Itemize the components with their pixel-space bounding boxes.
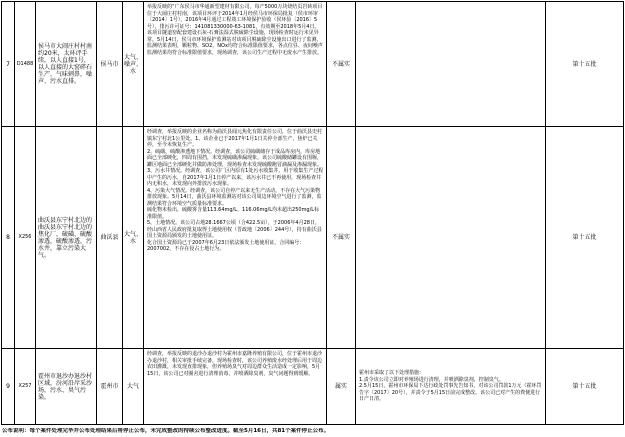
detail-paragraph: 经调查，举报反映的企业名称为曲沃县闻元焦化有限责任公司，位于曲沃县史村镇东宁村北1公里处。1、该企业已于2017年1月1日关停全部生产，焦炉已关停，至今未恢复生产。 [147, 129, 323, 148]
table-row [2, 127, 624, 349]
measure-item: 2.5月15日，霍州市环保局下达行政处罚事先告知书，对该公司罚款1万元（霍环罚告字〔2017〕20号），并责令于5月15日前完成整改。该公司已对产生的粪便进行日产日清。 [359, 383, 542, 403]
detail-paragraph: 5、土地情况。该公司占地28.1667公顷（合422.5亩），于2006年4月28日，经山西省人民政府批复取得土地使用权（晋政地〔2006〕244号），持有曲沃县国土资源局颁发的土地使用证。 [147, 220, 322, 239]
handling-measures [356, 349, 546, 425]
pollution-type: 大气、水 [123, 127, 144, 349]
investigation-details [144, 2, 327, 127]
table-row [2, 2, 624, 127]
measure-item: 1.责令该公司立即对养殖场进行清理，并喷洒除臭剂，控制臭气。 [359, 376, 504, 383]
pollution-type: 大气、噪声、水 [123, 2, 144, 127]
batch-label: 第十五批 [546, 349, 624, 425]
case-code: X256 [15, 127, 36, 349]
verification-status: 不属实 [327, 127, 356, 349]
verification-status: 属实 [327, 349, 356, 425]
complaint-text: 曲沃县东宁村北边的曲沃县东宁村北边的焦化厂，硫磺、硫酸渗透，硫酸渗透，污水井，靠立污染大气。 [36, 127, 97, 349]
detail-paragraph: 化合国土资源局已于2007年6月23日依法颁发土地使用证，合同编号：2007002，不存在侵占土地行为。 [147, 239, 305, 252]
detail-paragraph: 2、硫磺、硫酸渗透地下情况。经调查，该公司硫磺储存于成品库房内，库房地面已全部硬化，四周有围挡，未发现硫磺渗漏现象。该公司硫酸储罐设有围堰，罐区地面已全部硬化并做防渗处理，现场检查未发现硫酸跑冒滴漏及渗漏现象。 [147, 148, 323, 168]
row-number: 9 [2, 349, 15, 425]
detail-paragraph: 举报反映的“广东侯马市华通新型建材有限公司，每产5000万块烧结页岩砖项目位于大闹庄村村南，该项目环评于2014年1月经侯马市环保局批复（侯市环审〔2014〕1号），2016年4月通过工程竣工环境保护验收（侯环验〔2016〕5号），排污许可证号：141081330000-63-1081，有效期至2018年5月4日。该项目隧道窑配套建设石灰-石膏法湿式脱硫除尘设施，现场检查时运行未见异常。5月14日，侯马市环境保护监测站对该项目脱硫除尘设施出口进行了监测，监测结果表明，颗粒物、SO2、NOx均符合标准限值要求，各点位昼、夜间噪声监测结果均符合标准限值要求，现场调查，该公司生产过程中无废水产生排放。 [147, 4, 323, 56]
handling-measures [356, 2, 546, 127]
detail-paragraph: 4、污染大气情况。经调查，该公司自停产以来无生产活动，不存在大气污染物排放现象。5月14日，曲沃县环境监测站对该公司周边环境空气进行了监测，监测结果符合环境空气质量标准要求。 [147, 187, 322, 207]
case-code: X257 [15, 349, 36, 425]
case-code: D1488 [15, 2, 36, 127]
case-table [1, 1, 624, 425]
detail-paragraph: 经调查，举报反映的退沙办退沙村为霍州市嘉隆养殖有限公司，位于霍州市退沙办退沙村，相关审批手续完备，现场检查时，该公司养殖废水经处理后用于周边农田灌溉，未发现直排现象，但养殖场臭气对周边群众生活造成一定影响，5月15日，该公司已对圈舍进行清理消毒，并喷洒除臭剂，臭气问题得到缓解。 [147, 351, 323, 377]
complaint-text: 侯马市大闹庄村村南约20米，太环评手续，以人直接1号，以人直接的大窑碎石生产，气味刺鼻，噪声、污水直排。 [36, 2, 97, 127]
batch-label: 第十五批 [546, 127, 624, 349]
investigation-details [144, 349, 327, 425]
district: 霍州市 [97, 349, 123, 425]
row-number: 8 [2, 127, 15, 349]
publication-note: 公布说明：每个案件处理完毕并公布处理结果后将停止公布，未完成整改的持续公布整改进度。截至5月16日，共81个案件停止公布。 [2, 428, 330, 434]
table-row [2, 349, 624, 425]
batch-label: 第十五批 [546, 2, 624, 127]
row-number: 7 [2, 2, 15, 127]
complaint-text: 霍州市退沙办退沙村区域，汾河沿岸采沙场，污水、臭气污染。 [36, 349, 97, 425]
district: 侯马市 [97, 2, 123, 127]
verification-status: 不属实 [327, 2, 356, 127]
detail-paragraph: 3、污水井情况。经调查，该公司厂区内原有1处污水收集井，用于收集生产过程中产生的污水，自2017年1月1日停产以来，该污水井已不再使用，现场检查井内无积水，未发现向外排放污水现象。 [147, 168, 324, 187]
pollution-type: 大气 [123, 349, 144, 425]
investigation-details [144, 127, 327, 349]
handling-measures [356, 127, 546, 349]
detail-paragraph: 硫化物未检出，硫酸雾含量113.64mg/L、116.06mg/L均未超出250mg/L标准限值。 [147, 207, 320, 220]
district: 曲沃县 [97, 127, 123, 349]
measure-item: 霍州市采取了以下处理措施： [359, 370, 425, 377]
